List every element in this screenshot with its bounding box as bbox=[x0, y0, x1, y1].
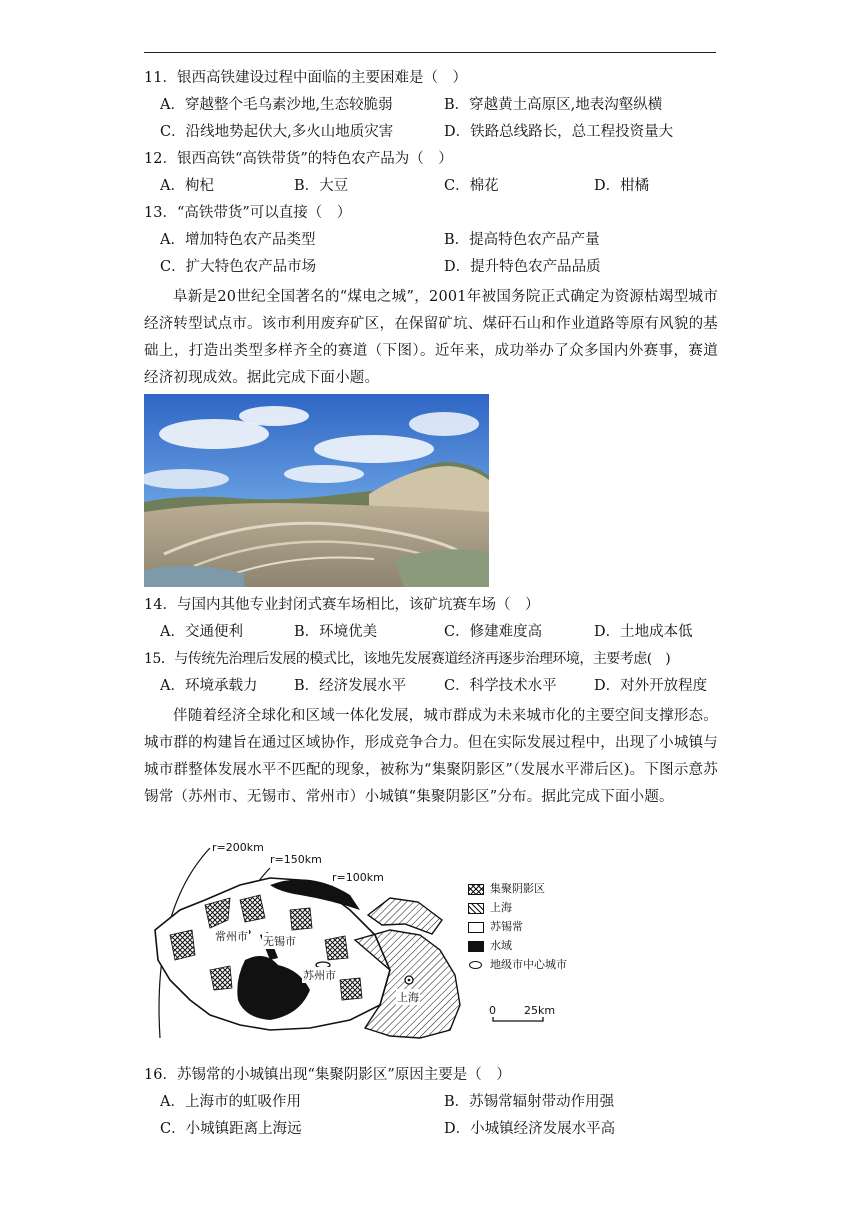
q14-option-a[interactable]: A．交通便利 bbox=[160, 624, 243, 640]
label-wuxi: 无锡市 bbox=[263, 935, 296, 948]
q14-option-c[interactable]: C．修建难度高 bbox=[444, 624, 543, 640]
q16-option-b[interactable]: B．苏锡常辐射带动作用强 bbox=[444, 1094, 615, 1110]
q15-option-d[interactable]: D．对外开放程度 bbox=[594, 678, 708, 694]
q13-option-c[interactable]: C．扩大特色农产品市场 bbox=[160, 259, 317, 275]
label-shanghai: 上海 bbox=[397, 991, 419, 1004]
q13-stem: 13．“高铁带货”可以直接（ ） bbox=[144, 205, 352, 221]
q12-option-c[interactable]: C．棉花 bbox=[444, 178, 499, 194]
mine-racetrack-photo-graphic bbox=[144, 394, 489, 587]
q14-option-b[interactable]: B．环境优美 bbox=[294, 624, 378, 640]
passage-shadow-zone-text: 伴随着经济全球化和区域一体化发展，城市群成为未来城市化的主要空间支撑形态。城市群的构建旨在通过区域协作，形成竞争合力。但在实际发展过程中，出现了小城镇与城市群整体发展水平不匹配的现象，被称为“集聚阴影区”（发展水平滞后区)。下图示意苏锡常（苏州市、无锡市、常州市）小城镇“集聚阴影区”分布。据此完成下面小题。 bbox=[144, 708, 718, 805]
mine-racetrack-photo bbox=[144, 394, 489, 587]
q13-option-d[interactable]: D．提升特色农产品品质 bbox=[444, 259, 601, 275]
q16-stem: 16．苏锡常的小城镇出现“集聚阴影区”原因主要是（ ） bbox=[144, 1067, 511, 1083]
q16-option-c[interactable]: C．小城镇距离上海远 bbox=[160, 1121, 302, 1137]
q15-option-a[interactable]: A．环境承载力 bbox=[160, 678, 258, 694]
label-changzhou: 常州市 bbox=[215, 930, 248, 943]
q15-option-b[interactable]: B．经济发展水平 bbox=[294, 678, 407, 694]
q11-option-d[interactable]: D．铁路总线路长，总工程投资量大 bbox=[444, 124, 674, 140]
legend-city: 地级市中心城市 bbox=[468, 956, 567, 972]
q12-option-b[interactable]: B．大豆 bbox=[294, 178, 349, 194]
q12-option-d[interactable]: D．柑橘 bbox=[594, 178, 650, 194]
q16-option-a[interactable]: A．上海市的虹吸作用 bbox=[160, 1094, 301, 1110]
passage-fuxin bbox=[144, 284, 718, 392]
label-r200: r=200km bbox=[212, 841, 264, 854]
q11-option-c[interactable]: C．沿线地势起伏大,多火山地质灾害 bbox=[160, 124, 394, 140]
q12-stem: 12．银西高铁“高铁带货”的特色农产品为（ ） bbox=[144, 151, 453, 167]
q11-option-a[interactable]: A．穿越整个毛乌素沙地,生态较脆弱 bbox=[160, 97, 393, 113]
q11-stem: 11．银西高铁建设过程中面临的主要困难是（ ） bbox=[144, 70, 467, 86]
legend-hatch-icon bbox=[468, 903, 484, 914]
header-rule bbox=[144, 52, 716, 53]
q15-option-c[interactable]: C．科学技术水平 bbox=[444, 678, 557, 694]
passage-fuxin-text: 阜新是20世纪全国著名的“煤电之城”，2001年被国务院正式确定为资源枯竭型城市经济转型试点市。该市利用废弃矿区，在保留矿坑、煤矸石山和作业道路等原有风貌的基础上，打造出类型多样齐全的赛道（下图）。近年来，成功举办了众多国内外赛事，赛道经济初现成效。据此完成下面小题。 bbox=[144, 289, 718, 386]
q11-option-b[interactable]: B．穿越黄土高原区,地表沟壑纵横 bbox=[444, 97, 663, 113]
scale-bar bbox=[493, 1017, 543, 1021]
suxichang-shadow-zone-map bbox=[150, 840, 590, 1040]
chongming-island bbox=[368, 898, 442, 934]
q13-option-a[interactable]: A．增加特色农产品类型 bbox=[160, 232, 316, 248]
label-suzhou: 苏州市 bbox=[303, 969, 336, 982]
scale-label-25km: 25km bbox=[524, 1004, 556, 1017]
legend-solid-icon bbox=[468, 941, 484, 952]
legend-shanghai: 上海 bbox=[468, 899, 512, 915]
legend-shadow-zone: 集聚阴影区 bbox=[468, 880, 545, 896]
q12-option-a[interactable]: A．枸杞 bbox=[160, 178, 214, 194]
label-r150: r=150km bbox=[270, 853, 322, 866]
label-r100: r=100km bbox=[332, 871, 384, 884]
q14-stem: 14．与国内其他专业封闭式赛车场相比，该矿坑赛车场（ ） bbox=[144, 597, 540, 613]
legend-suxichang: 苏锡常 bbox=[468, 918, 523, 934]
q13-option-b[interactable]: B．提高特色农产品产量 bbox=[444, 232, 600, 248]
passage-shadow-zone bbox=[144, 703, 718, 811]
scale-label-0: 0 bbox=[489, 1004, 496, 1017]
legend-blank-icon bbox=[468, 922, 484, 933]
q15-stem: 15．与传统先治理后发展的模式比，该地先发展赛道经济再逐步治理环境，主要考虑( ) bbox=[144, 651, 671, 667]
q14-option-d[interactable]: D．土地成本低 bbox=[594, 624, 693, 640]
legend-water: 水域 bbox=[468, 937, 512, 953]
legend-crosshatch-icon bbox=[468, 884, 484, 895]
q16-option-d[interactable]: D．小城镇经济发展水平高 bbox=[444, 1121, 616, 1137]
legend-city-ellipse-icon bbox=[469, 961, 482, 969]
